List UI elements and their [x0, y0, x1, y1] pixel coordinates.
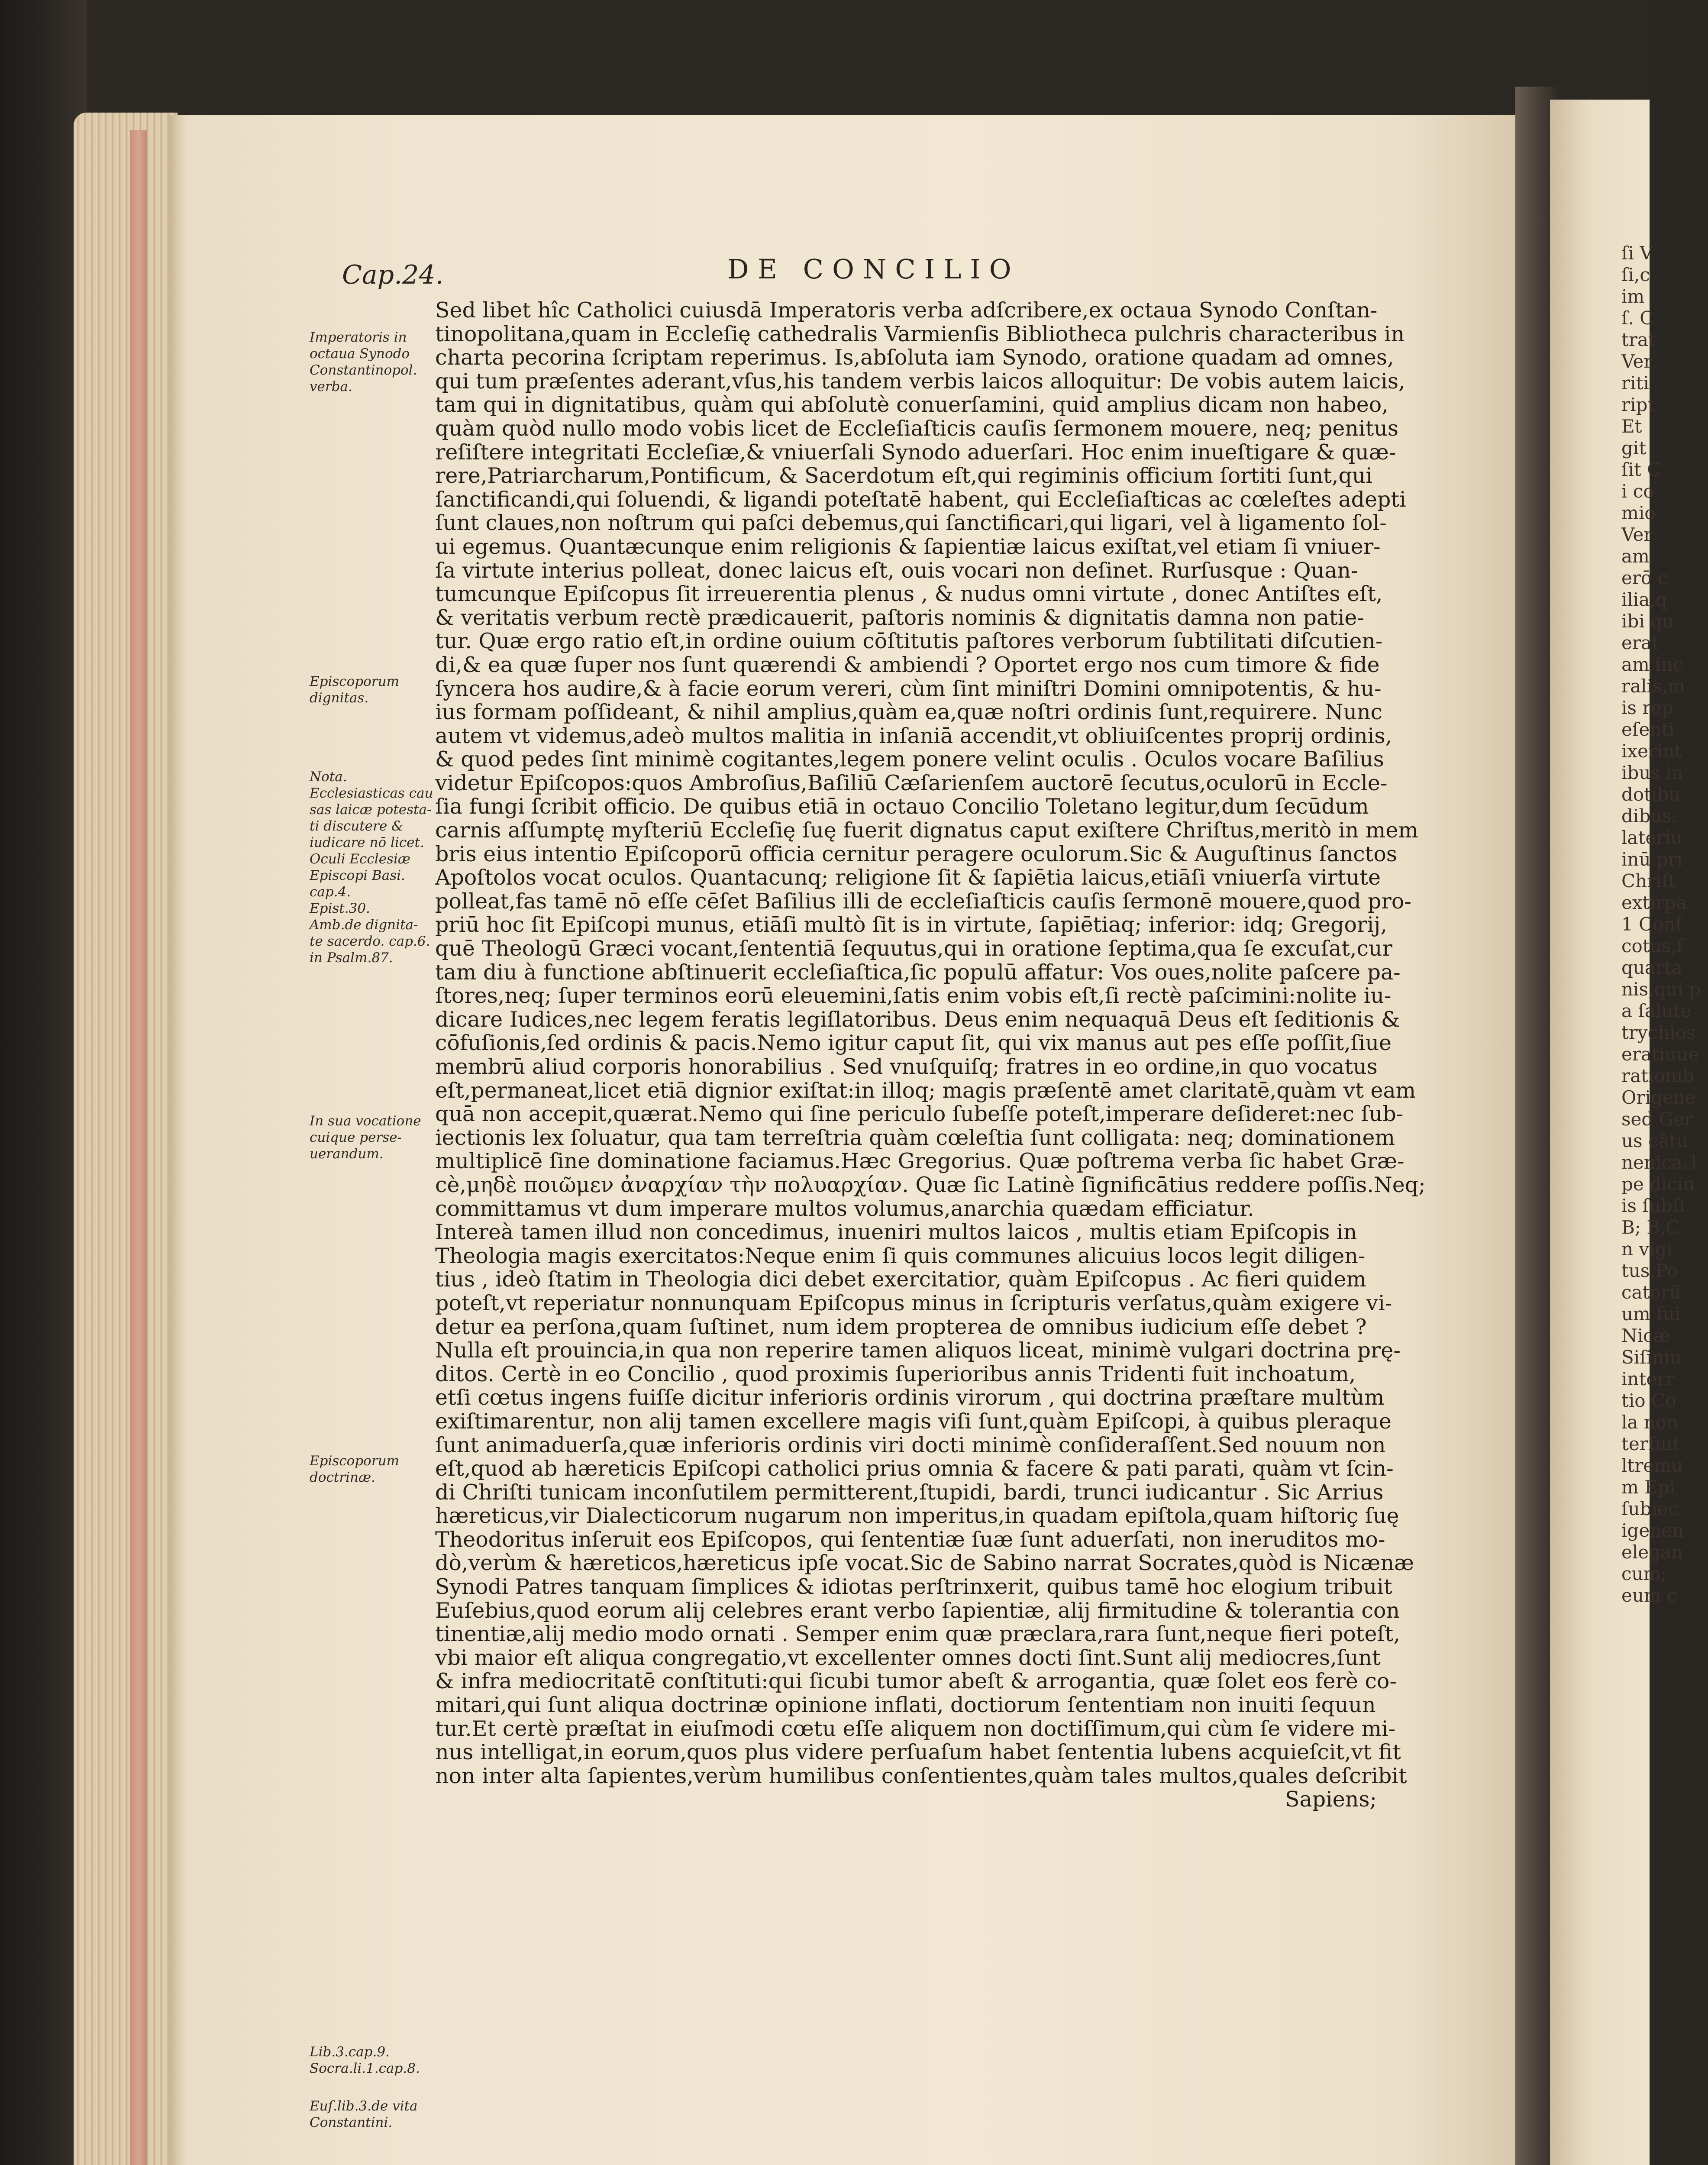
text-line: ſyncera hos audire,& à facie eorum vereri, cùm ſint miniſtri Domini omnipotentis, & hu- — [435, 676, 1382, 701]
facing-page-line: la non — [1621, 1412, 1679, 1433]
facing-page-line: terfuit — [1621, 1433, 1680, 1454]
facing-page-line: ript — [1621, 394, 1655, 415]
margin-note-line: Episcopi Basi. — [310, 868, 405, 883]
text-line: ſia fungi ſcribit officio. De quibus etiā in octauo Concilio Toletano legitur,dum ſecūdum — [435, 794, 1369, 819]
facing-page-line: ſit C — [1621, 459, 1661, 480]
text-line: charta pecorina ſcriptam reperimus. Is,abſoluta iam Synodo, oratione quadam ad omnes, — [435, 345, 1394, 370]
margin-note-line: in Psalm.87. — [310, 950, 393, 966]
text-line: dò,verùm & hæreticos,hæreticus ipſe vocat.Sic de Sabino narrat Socrates,quòd is Nicænæ — [435, 1551, 1414, 1576]
text-line: ditos. Certè in eo Concilio , quod proximis ſuperioribus annis Tridenti fuit inchoatum, — [435, 1361, 1356, 1386]
facing-page-line: Nicæ — [1621, 1325, 1671, 1346]
text-line: tius , ideò ſtatim in Theologia dici debet exercitatior, quàm Epiſcopus . Ac fieri quidem — [435, 1267, 1366, 1292]
margin-note-line: iudicare nō licet. — [310, 835, 424, 850]
facing-page-line: i co — [1621, 481, 1654, 502]
facing-page-line: quarta — [1621, 957, 1682, 978]
facing-page-line: us cātu — [1621, 1130, 1689, 1151]
margin-note-line: cap.4. — [310, 884, 351, 900]
text-line: Nulla eſt prouincia,in qua non reperire tamen aliquos liceat, minimè vulgari doctrina prę- — [435, 1338, 1401, 1363]
margin-note-line: sas laicæ potesta- — [310, 802, 432, 818]
facing-page-line: trychios — [1621, 1022, 1696, 1043]
margin-note — [310, 673, 439, 706]
text-line: videtur Epiſcopos:quos Ambroſius,Baſiliū Cæſarienſem auctorē ſecutus,oculorū in Eccle- — [435, 770, 1388, 795]
text-line: mitari,qui ſunt aliqua doctrinæ opinione inflati, doctiorum ſententiam non inuiti ſequun — [435, 1693, 1376, 1718]
facing-page-line: um fui — [1621, 1303, 1681, 1325]
facing-page-line: eratiuue — [1621, 1044, 1699, 1065]
facing-page-line: dibus. — [1621, 805, 1678, 827]
margin-note-line: In sua vocatione — [310, 1113, 421, 1129]
margin-note-line: cuique perse- — [310, 1130, 402, 1145]
facing-page-line: rationib — [1621, 1065, 1695, 1086]
margin-note-line: uerandum. — [310, 1146, 384, 1162]
margin-note-line: Oculi Ecclesiæ — [310, 851, 410, 867]
facing-page-line: ibi qu — [1621, 611, 1674, 632]
text-line: eſt,quod ab hæreticis Epiſcopi catholici prius omnia & facere & pati parati, quàm vt ſcin- — [435, 1456, 1394, 1481]
margin-note-line: Euſ.lib.3.de vita — [310, 2098, 418, 2114]
facing-page-line: Chriſt — [1621, 870, 1676, 892]
text-line: quàm quòd nullo modo vobis licet de Eccleſiaſticis cauſis ſermonem mouere, neq; penitus — [435, 416, 1399, 441]
facing-page-line: interr — [1621, 1368, 1675, 1389]
text-line: polleat,fas tamē nō eſſe cēſet Baſilius illi de eccleſiaſticis cauſis ſermonē mouere,quod pro- — [435, 889, 1411, 914]
facing-page-line: ſi V — [1621, 242, 1653, 264]
text-line: di Chriſti tunicam inconſutilem permitterent,ſtupidi, bardi, trunci iudicantur . Sic Arrius — [435, 1480, 1384, 1505]
facing-page-line: eſenti — [1621, 719, 1675, 740]
margin-note-line: ti discutere & — [310, 818, 404, 834]
text-line: tam qui in dignitatibus, quàm qui abſolutè conuerſamini, quid amplius dicam non habeo, — [435, 392, 1388, 417]
running-title: DE CONCILIO — [727, 253, 1020, 285]
margin-note — [310, 769, 439, 966]
facing-page-line: sed Ger — [1621, 1108, 1693, 1130]
margin-note-line: Lib.3.cap.9. — [310, 2044, 390, 2060]
facing-page-line: ibus in — [1621, 762, 1683, 783]
text-line: tinentiæ,alij medio modo ornati . Semper enim quæ præclara,rara ſunt,neque fieri poteſt, — [435, 1622, 1400, 1647]
facing-page-text — [1621, 242, 1708, 1606]
facing-page-line: im — [1621, 286, 1645, 307]
facing-page-line: is rep — [1621, 697, 1674, 718]
facing-page-line: ſubiec — [1621, 1498, 1679, 1519]
facing-page-line: elegan — [1621, 1541, 1683, 1563]
facing-page-line: mio — [1621, 502, 1656, 523]
facing-page-line: nenica.1 — [1621, 1152, 1700, 1173]
text-line: poteſt,vt reperiatur nonnunquam Epiſcopus minus in ſcripturis verſatus,quàm exigere vi- — [435, 1290, 1392, 1315]
facing-page-line: lateriu — [1621, 827, 1682, 848]
text-line: rere,Patriarcharum,Pontificum, & Sacerdotum eſt,qui regiminis officium ſortiti ſunt,qui — [435, 463, 1373, 488]
text-line: ſunt claues,non noſtrum qui paſci debemus,qui ſanctificari,qui ligari, vel à ligamento ſol- — [435, 511, 1387, 536]
facing-page-line: ilia,q — [1621, 589, 1667, 610]
facing-page-line: dotibu — [1621, 784, 1681, 805]
text-line: Sed libet hîc Catholici cuiusdā Imperatoris verba adſcribere,ex octaua Synodo Conſtan- — [435, 298, 1378, 323]
text-line: exiſtimarentur, non alij tamen excellere magis viſi ſunt,quàm Epiſcopi, à quibus pleraque — [435, 1409, 1392, 1434]
text-line: multiplicē ſine dominatione faciamus.Hæc Gregorius. Quæ poſtrema verba ſic habet Græ- — [435, 1149, 1404, 1174]
facing-page-line: B; B,C — [1621, 1217, 1680, 1238]
margin-note-line: octaua Synodo — [310, 346, 410, 362]
facing-page-line: am inc — [1621, 654, 1683, 675]
text-line: eſt,permaneat,licet etiā dignior exiſtat:in illoq; magis præſentē amet claritatē,quàm vt eam — [435, 1078, 1416, 1103]
facing-page-line: eum c — [1621, 1585, 1677, 1606]
text-line: Synodi Patres tanquam ſimplices & idiotas perſtrinxerit, quibus tamē hoc elogium tribuit — [435, 1574, 1392, 1600]
facing-page-line: cum; — [1621, 1563, 1667, 1584]
margin-note — [310, 1113, 439, 1162]
text-line: carnis aſſumptę myſteriū Eccleſię ſuę fuerit dignatus caput exiſtere Chriſtus,meritò in mem — [435, 818, 1418, 843]
text-line: tur.Et certè præſtat in eiuſmodi cœtu eſſe aliquem non doctiſſimum,qui cùm ſe videre mi- — [435, 1716, 1396, 1741]
facing-page-line: ſ. C — [1621, 307, 1654, 329]
facing-page-line: Et — [1621, 416, 1642, 437]
facing-page-line: cotus,ſ — [1621, 935, 1684, 956]
margin-note-line: Ecclesiasticas cau — [310, 785, 433, 801]
chapter-number: Cap.24. — [342, 260, 444, 290]
facing-page-line: tus,Po — [1621, 1260, 1678, 1281]
facing-page-line: inū pri — [1621, 849, 1683, 870]
text-line: di,& ea quæ ſuper nos ſunt quærendi & ambiendi ? Oportet ergo nos cum timore & fide — [435, 652, 1380, 677]
facing-page-line: ſi,c — [1621, 264, 1650, 285]
text-line: ſunt animaduerſa,quæ inferioris ordinis viri docti minimè conſideraſſent.Sed nouum non — [435, 1432, 1386, 1457]
text-line: & veritatis verbum rectè prædicauerit, paſtoris nominis & dignitatis damna non patie- — [435, 605, 1364, 630]
text-line: & infra mediocritatē conſtituti:qui ſicubi tumor abeſt & arrogantia, quæ ſolet eos ferè co- — [435, 1669, 1397, 1694]
margin-note-line: Imperatoris in — [310, 330, 407, 345]
facing-page-line: git — [1621, 437, 1647, 459]
margin-note-line: Episcoporum — [310, 674, 400, 689]
text-line: Sapiens; — [1285, 1787, 1377, 1812]
page-gutter-shadow — [169, 115, 186, 2165]
page-edges — [74, 113, 178, 2165]
facing-page-line: nis,qui p — [1621, 979, 1701, 1000]
text-line: ſa virtute interius polleat, donec laicus eſt, ouis vocari non deſinet. Rurſusque : Quan- — [435, 558, 1358, 583]
text-line: non inter alta ſapientes,verùm humilibus conſentientes,quàm tales multos,quales deſcribit — [435, 1763, 1407, 1788]
facing-page-line: trat — [1621, 329, 1656, 350]
facing-page-line: Ver — [1621, 524, 1653, 545]
text-line: quā non accepit,quærat.Nemo qui ſine periculo ſubeſſe poteſt,imperare deſideret:nec ſub- — [435, 1102, 1404, 1127]
body-text — [435, 298, 1426, 1812]
facing-page-line: 1 Conf — [1621, 914, 1682, 935]
margin-note-line: Constantini. — [310, 2115, 393, 2130]
facing-page-line: ralis,m — [1621, 675, 1685, 697]
facing-page-line: extirpa — [1621, 892, 1687, 913]
text-line: etſi cœtus ingens fuiſſe dicitur inferioris ordinis virorum , qui doctrina præſtare multùm — [435, 1385, 1385, 1410]
facing-page-line: riti — [1621, 372, 1649, 394]
margin-note — [310, 2098, 439, 2131]
text-line: Apoſtolos vocat oculos. Quantacunq; religione ſit & ſapiētia laicus,etiāſi vniuerſa virtute — [435, 865, 1381, 890]
text-line: iectionis lex ſoluatur, qua tam terreſtria quàm cœleſtia ſunt colligata: neq; dominationem — [435, 1125, 1395, 1150]
margin-note-line: te sacerdo. cap.6. — [310, 934, 430, 949]
text-line: vbi maior eſt aliqua congregatio,vt excellenter omnes docti ſint.Sunt alij mediocres,ſunt — [435, 1645, 1381, 1670]
text-line: detur ea perſona,quam ſuſtinet, num idem propterea de omnibus iudicium eſſe debet ? — [435, 1314, 1367, 1339]
facing-page-line: ixerint — [1621, 740, 1682, 762]
text-line: ui egemus. Quantæcunque enim religionis & ſapientiæ laicus exiſtat,vel etiam ſi vniuer- — [435, 534, 1381, 559]
facing-page-line: n vigi — [1621, 1238, 1672, 1260]
text-line: reſiſtere integritati Eccleſiæ,& vniuerſali Synodo aduerſari. Hoc enim inueſtigare & quæ- — [435, 439, 1396, 465]
text-line: hæreticus,vir Dialecticorum nugarum non imperitus,in quadam epiſtola,quam hiſtoriç ſuę — [435, 1503, 1399, 1528]
margin-note-line: Epist.30. — [310, 901, 370, 916]
facing-page-line: erō c — [1621, 567, 1668, 588]
text-line: ſanctificandi,qui ſoluendi, & ligandi poteſtatē habent, qui Eccleſiaſticas ac cœleſtes adepti — [435, 487, 1406, 512]
margin-note — [310, 329, 439, 395]
text-line: membrū aliud corporis honorabilius . Sed vnuſquiſq; fratres in eo ordine,in quo vocatus — [435, 1054, 1378, 1079]
margin-note-line: dignitas. — [310, 690, 369, 706]
text-line: quē Theologū Græci vocant,ſententiā ſequutus,qui in oratione ſeptima,qua ſe excuſat,cur — [435, 936, 1392, 961]
facing-page-line: Ver — [1621, 351, 1653, 372]
text-line: qui tum præſentes aderant,vſus,his tandem verbis laicos alloquitur: De vobis autem laicis, — [435, 368, 1405, 394]
margin-note-line: Nota. — [310, 769, 347, 785]
facing-page-line: igenen — [1621, 1520, 1684, 1541]
facing-page-line: a ſalute — [1621, 1000, 1692, 1021]
facing-page-line: is ſubſi — [1621, 1195, 1685, 1216]
text-line: cōfuſionis,ſed ordinis & pacis.Nemo igitur caput ſit, qui vix manus aut pes eſſe poſſit,ſiue — [435, 1031, 1392, 1056]
red-stained-edge — [130, 130, 147, 2165]
text-line: autem vt videmus,adeò multos malitia in inſaniā accendit,vt obliuiſcentes proprij ordinis, — [435, 723, 1392, 748]
margin-note-line: Socra.li.1.cap.8. — [310, 2061, 420, 2076]
facing-page-line: Siſiniu — [1621, 1347, 1682, 1368]
margin-note-line: doctrinæ. — [310, 1470, 376, 1485]
facing-page-fragment — [1550, 100, 1701, 2165]
margin-note-line: Amb.de dignita- — [310, 917, 418, 933]
text-line: committamus vt dum imperare multos volumus,anarchia quædam efficiatur. — [435, 1196, 1254, 1221]
margin-note-line: Episcoporum — [310, 1453, 400, 1469]
facing-page-line: erat — [1621, 632, 1659, 653]
facing-page-line: m Epi — [1621, 1477, 1676, 1498]
text-line: tinopolitana,quam in Eccleſię cathedralis Varmienſis Bibliotheca pulchris characteribus in — [435, 321, 1405, 346]
facing-page-line: ltremu — [1621, 1455, 1683, 1476]
facing-page-line: am — [1621, 546, 1650, 567]
text-line: cè,μηδὲ ποιῶμεν ἀναρχίαν τὴν πολυαρχίαν. Quæ ſic Latinè ſignificātius reddere poſſis.Neq; — [435, 1172, 1426, 1197]
margin-note-line: Constantinopol. — [310, 362, 417, 378]
text-line: tam diu à functione abſtinuerit eccleſiaſtica,ſic populū affatur: Vos oues,nolite paſcere pa- — [435, 960, 1401, 985]
text-line: Euſebius,quod eorum alij celebres erant verbo ſapientiæ, alij firmitudine & tolerantia con — [435, 1598, 1400, 1623]
facing-page-line: tio Co — [1621, 1390, 1676, 1411]
facing-page-line: Origene — [1621, 1087, 1696, 1108]
margin-note-line: verba. — [310, 379, 352, 394]
text-line: Theodoritus inſeruit eos Epiſcopos, qui ſententiæ ſuæ ſunt aduerſati, non ineruditos mo- — [435, 1527, 1385, 1552]
text-line: ſtores,neq; ſuper terminos eorū eleuemini,ſatis enim vobis eſt,ſi rectè paſcimini:nolite iu- — [435, 983, 1392, 1008]
text-line: Intereà tamen illud non concedimus, inueniri multos laicos , multis etiam Epiſcopis in — [435, 1220, 1357, 1245]
text-line: bris eius intentio Epiſcoporū officia cernitur peragere oculorum.Sic & Auguſtinus ſanctos — [435, 841, 1397, 866]
margin-note — [310, 2044, 439, 2077]
text-line: priū hoc ſit Epiſcopi munus, etiāſi multò ſit is in virtute, ſapiētiaq; inferior: idq; Gregorij, — [435, 912, 1387, 937]
facing-page-line: pe dicin — [1621, 1173, 1695, 1195]
text-line: tumcunque Epiſcopus ſit irreuerentia plenus , & nudus omni virtute , donec Antiſtes eſt, — [435, 582, 1383, 607]
text-line: Theologia magis exercitatos:Neque enim ſi quis communes alicuius locos legit diligen- — [435, 1243, 1366, 1268]
text-line: tur. Quæ ergo ratio eſt,in ordine ouium cōſtitutis paſtores verborum ſubtilitati diſcutien- — [435, 629, 1383, 654]
margin-note — [310, 1453, 439, 1486]
text-line: & quod pedes ſint minimè cogitantes,legem ponere velint oculis . Oculos vocare Baſilius — [435, 747, 1384, 772]
text-line: ius formam poſſideant, & nihil amplius,quàm ea,quæ noſtri ordinis ſunt,requirere. Nunc — [435, 700, 1383, 725]
text-line: dicare Iudices,nec legem feratis legiſlatoribus. Deus enim nequaquā Deus eſt ſeditionis & — [435, 1007, 1400, 1032]
facing-page-line: catorū — [1621, 1282, 1681, 1303]
text-line: nus intelligat,in eorum,quos plus videre perſuaſum habet ſententia lubens acquieſcit,vt fit — [435, 1740, 1401, 1765]
